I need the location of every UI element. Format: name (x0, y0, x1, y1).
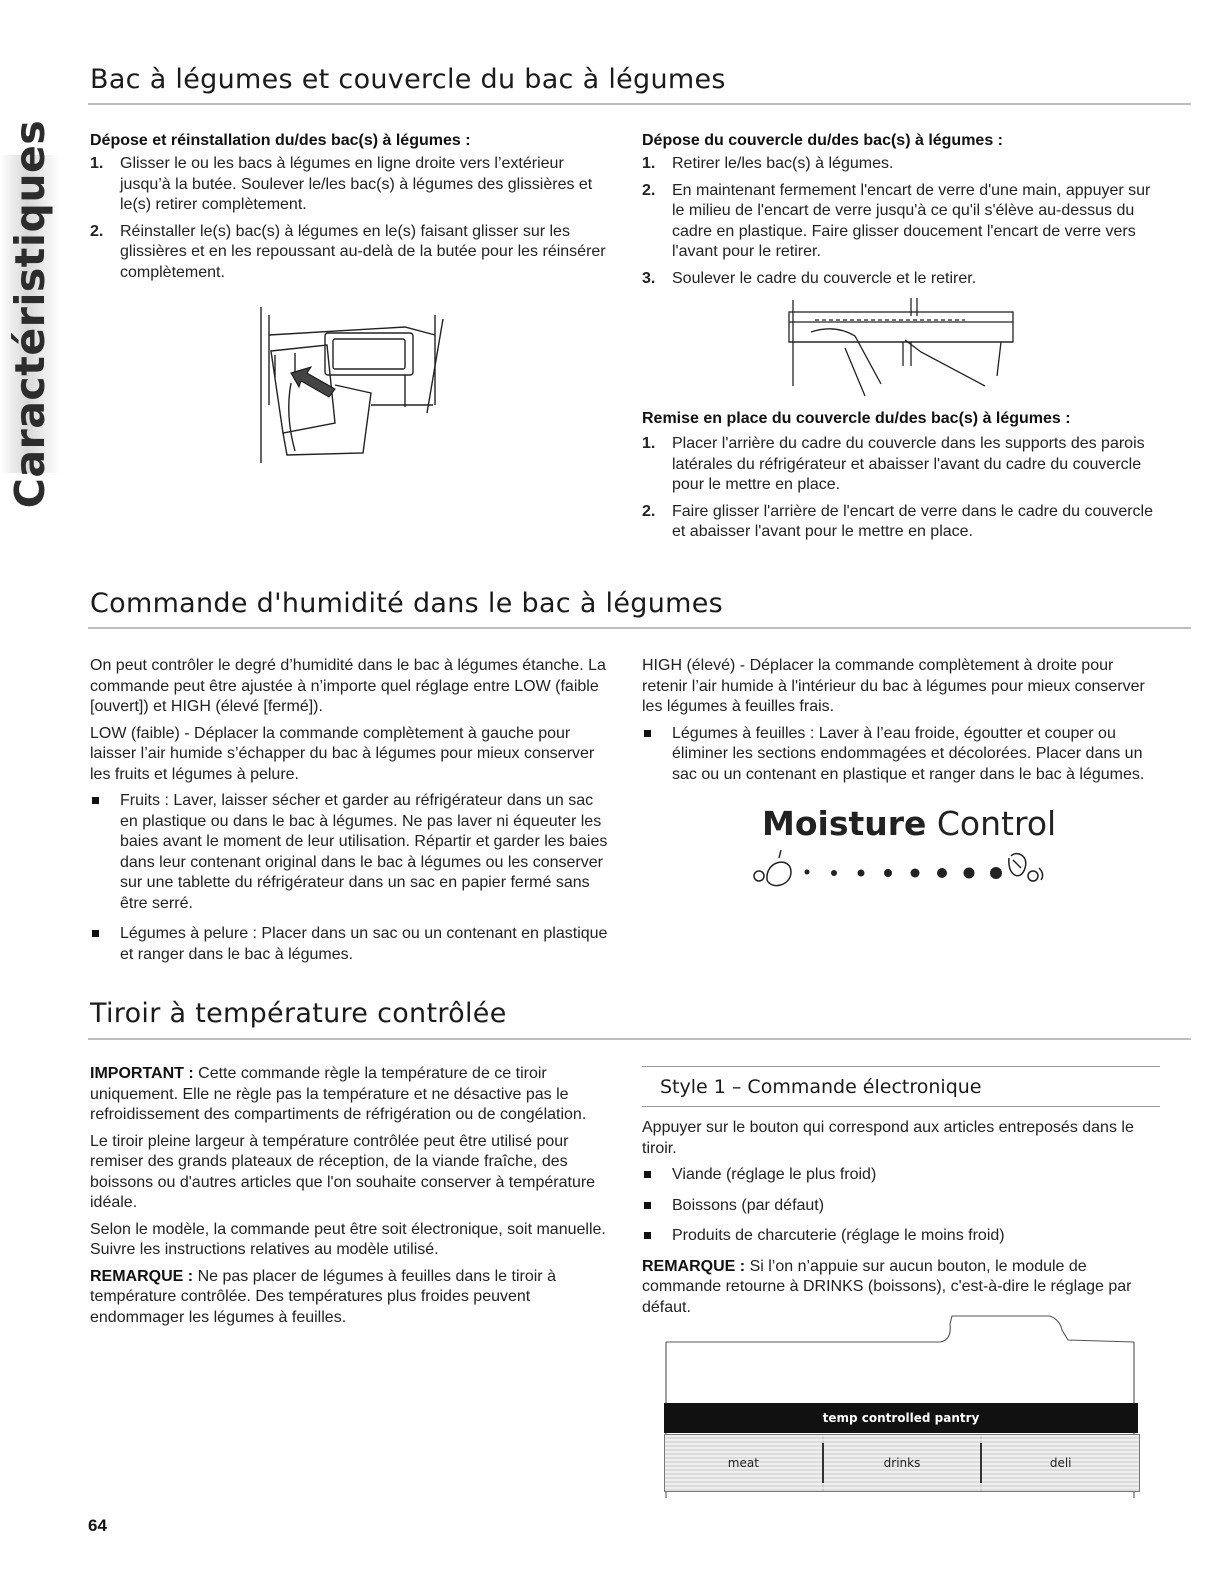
section3-left-column (90, 1064, 610, 1334)
panel-title-bar (664, 1403, 1138, 1433)
humidity-intro: On peut contrôler le degré d’humidité dans le bac à légumes étanche. La commande peut être ajustée à n’importe quel réglage entre LOW (faible [ouvert]) et HIGH (élevé [fermé]). (90, 657, 606, 715)
section1-right-column (642, 132, 1162, 295)
meat-button[interactable]: meat (665, 1435, 822, 1491)
low-setting-bullets (90, 791, 610, 965)
fruit-icon (754, 850, 791, 886)
section3-rule (88, 1038, 1191, 1040)
section1-left-steps (90, 154, 610, 283)
control-type-text: Selon le modèle, la commande peut être soit électronique, soit manuelle. Suivre les instructions relatives au modèle utilisé. (90, 1220, 606, 1258)
high-setting-text: HIGH (élevé) - Déplacer la commande complètement à droite pour retenir l’air humide à l'intérieur du bac à légumes pour mieux conserver les légumes à feuilles frais. (642, 657, 1145, 715)
list-item: Produits de charcuterie (réglage le moins froid) (642, 1226, 1162, 1247)
style-heading-bottom-rule (642, 1106, 1160, 1107)
important-note: IMPORTANT : Cette commande règle la température de ce tiroir uniquement. Elle ne règle pas la température et ne désactive pas le refroidissement des compartiments de réfrigération ou de congélation. (90, 1065, 587, 1123)
high-setting-bullets (642, 724, 1162, 786)
moisture-word: Moisture (762, 804, 927, 843)
section2-title: Commande d'humidité dans le bac à légumes (90, 588, 723, 619)
section2-left-column (90, 656, 610, 975)
list-item: Légumes à feuilles : Laver à l’eau froide, égoutter et couper ou éliminer les sections endommagées et décolorées. Placer dans un sac ou un contenant en plastique et ranger dans le bac à légumes. (642, 724, 1162, 786)
cover-removal-steps (642, 154, 1162, 289)
crisper-removal-illustration (255, 305, 455, 465)
cover-removal-illustration (785, 296, 1025, 398)
step-item: 2. Faire glisser l'arrière de l'encart de verre dans le cadre du couvercle et abaisser l'avant pour le mettre en place. (642, 502, 1153, 540)
drinks-button[interactable]: drinks (824, 1435, 981, 1491)
section1-rule (88, 103, 1191, 105)
list-item: Viande (réglage le plus froid) (642, 1165, 1162, 1186)
cover-install-heading: Remise en place du couvercle du/des bac(s) à légumes : (642, 410, 1071, 427)
section3-right-column (642, 1118, 1162, 1324)
step-item: 2. En maintenant fermement l'encart de verre d'une main, appuyer sur le milieu de l'encart de verre jusqu'à ce qu'il s'élève au-dessus du cadre en plastique. Faire glisser doucement l'encart de verre vers l'avant pour le retirer. (642, 181, 1151, 260)
section3-title: Tiroir à température contrôlée (90, 998, 507, 1029)
drawer-usage-text: Le tiroir pleine largeur à température contrôlée peut être utilisé pour remiser des grands plateaux de réception, de la viande fraîche, des boissons ou d'autres articles que l'on souhaite conserver à température idéale. (90, 1132, 596, 1211)
style1-intro: Appuyer sur le bouton qui correspond aux articles entreposés dans le tiroir. (642, 1119, 1134, 1157)
side-tab-label: Caractéristiques (6, 119, 54, 509)
step-item: 1. Placer l'arrière du cadre du couvercle dans les supports des parois latérales du réfrigérateur et abaisser l'avant du cadre du couvercle pour le mettre en place. (642, 435, 1145, 493)
side-tab (0, 119, 60, 509)
moisture-slider-graphic (745, 846, 1065, 892)
leafy-warning-note: REMARQUE : Ne pas placer de légumes à feuilles dans le tiroir à température contrôlée. Des températures plus froides peuvent endommager les légumes à feuilles. (90, 1267, 556, 1326)
list-item: Boissons (par défaut) (642, 1196, 1162, 1217)
cover-removal-heading: Dépose du couvercle du/des bac(s) à légumes : (642, 132, 1003, 149)
default-note: REMARQUE : Si l’on n’appuie sur aucun bouton, le module de commande retourne à DRINKS (boissons), c'est-à-dire le réglage par défaut. (642, 1257, 1132, 1316)
page-number: 64 (88, 1516, 107, 1535)
slider-dots (805, 867, 1003, 879)
low-setting-text: LOW (faible) - Déplacer la commande complètement à gauche pour laisser l’air humide s’échapper du bac à légumes pour mieux conserver les fruits et légumes à pelure. (90, 724, 595, 783)
leafy-vegetable-icon (1009, 854, 1043, 881)
step-item: 2. Réinstaller le(s) bac(s) à légumes en le(s) faisant glisser sur les glissières et en les repoussant au-delà de la butée pour les réinsérer complètement. (90, 222, 606, 281)
section1-left-column (90, 132, 610, 289)
setting-bullets (642, 1165, 1162, 1247)
control-word: Control (936, 804, 1057, 843)
deli-button[interactable]: deli (982, 1435, 1139, 1491)
cover-install-column (642, 410, 1162, 549)
section1-title: Bac à légumes et couvercle du bac à légumes (90, 64, 726, 95)
list-item: Légumes à pelure : Placer dans un sac ou un contenant en plastique et ranger dans le bac à légumes. (90, 924, 610, 965)
panel-title: temp controlled pantry (822, 1411, 980, 1425)
moisture-control-label (762, 804, 1056, 843)
section2-rule (88, 627, 1191, 629)
panel-button-row (664, 1434, 1140, 1492)
section1-left-heading: Dépose et réinstallation du/des bac(s) à légumes : (90, 132, 471, 149)
style-heading-top-rule (642, 1066, 1160, 1067)
step-item: 3. Soulever le cadre du couvercle et le retirer. (642, 269, 977, 287)
cover-install-steps (642, 434, 1162, 543)
step-item: 1. Retirer le/les bac(s) à légumes. (642, 155, 894, 172)
list-item: Fruits : Laver, laisser sécher et garder au réfrigérateur dans un sac en plastique ou dans le bac à légumes. Ne pas laver ni équeuter les baies avant le moment de leur utilisation. Répartir et garder les baies dans leur contenant original dans le bac à légumes ou les conserver sur une tablette du réfrigérateur dans un sac en papier fermé sans être serré. (90, 791, 610, 914)
style1-heading: Style 1 – Commande électronique (660, 1076, 982, 1098)
section2-right-column (642, 656, 1162, 795)
step-item: 1. Glisser le ou les bacs à légumes en ligne droite vers l’extérieur jusqu’à la butée. Soulever le/les bac(s) à légumes des glissières et le(s) retirer complètement. (90, 155, 593, 213)
